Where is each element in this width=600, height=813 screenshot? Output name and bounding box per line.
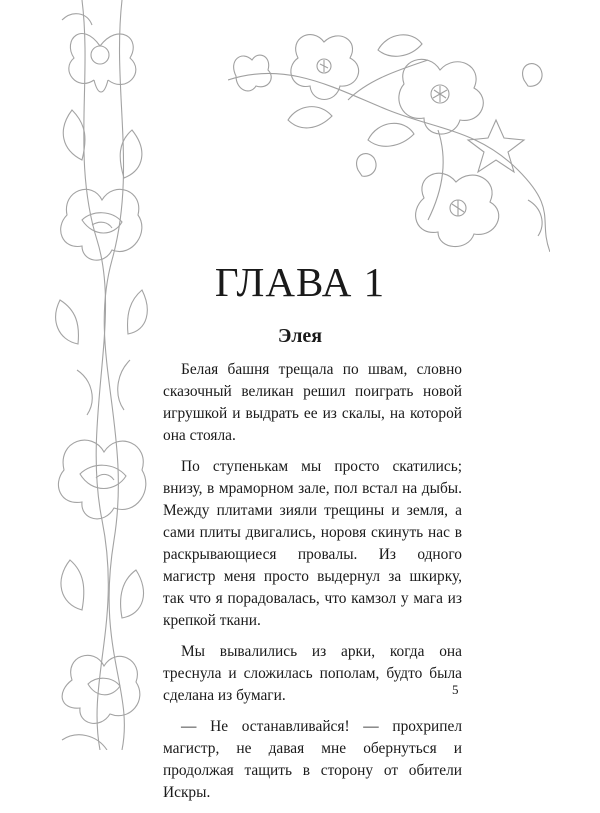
paragraph: По ступенькам мы просто скатились; внизу, в мраморном зале, пол встал на дыбы. Между плитами зияли трещины и земля, а сами плиты двигались, норовя скинуть нас в раскрывающиеся провалы. Из одного магистр меня просто выдернул за шкирку, так что я порадовалась, что камзол у мага из крепкой ткани. [163,458,462,629]
section-title: Элея [277,325,323,347]
paragraph: Мы вывалились из арки, когда она треснула и сложилась пополам, будто была сделана из бумаги. [163,643,462,704]
floral-border-illustration [52,0,152,750]
paragraph: Белая башня трещала по швам, словно сказочный великан решил поиграть новой игрушкой и выдрать ее из скалы, на которой она стояла. [163,361,462,444]
chapter-body [163,359,462,813]
page-number: 5 [452,682,459,697]
paragraph: — Не останавливайся! — прохрипел магистр, не давая мне обернуться и продолжая тащить в сторону от обители Искры. [163,718,462,801]
chapter-title: ГЛАВА 1 [214,259,386,305]
flowering-branch-illustration [228,20,550,252]
